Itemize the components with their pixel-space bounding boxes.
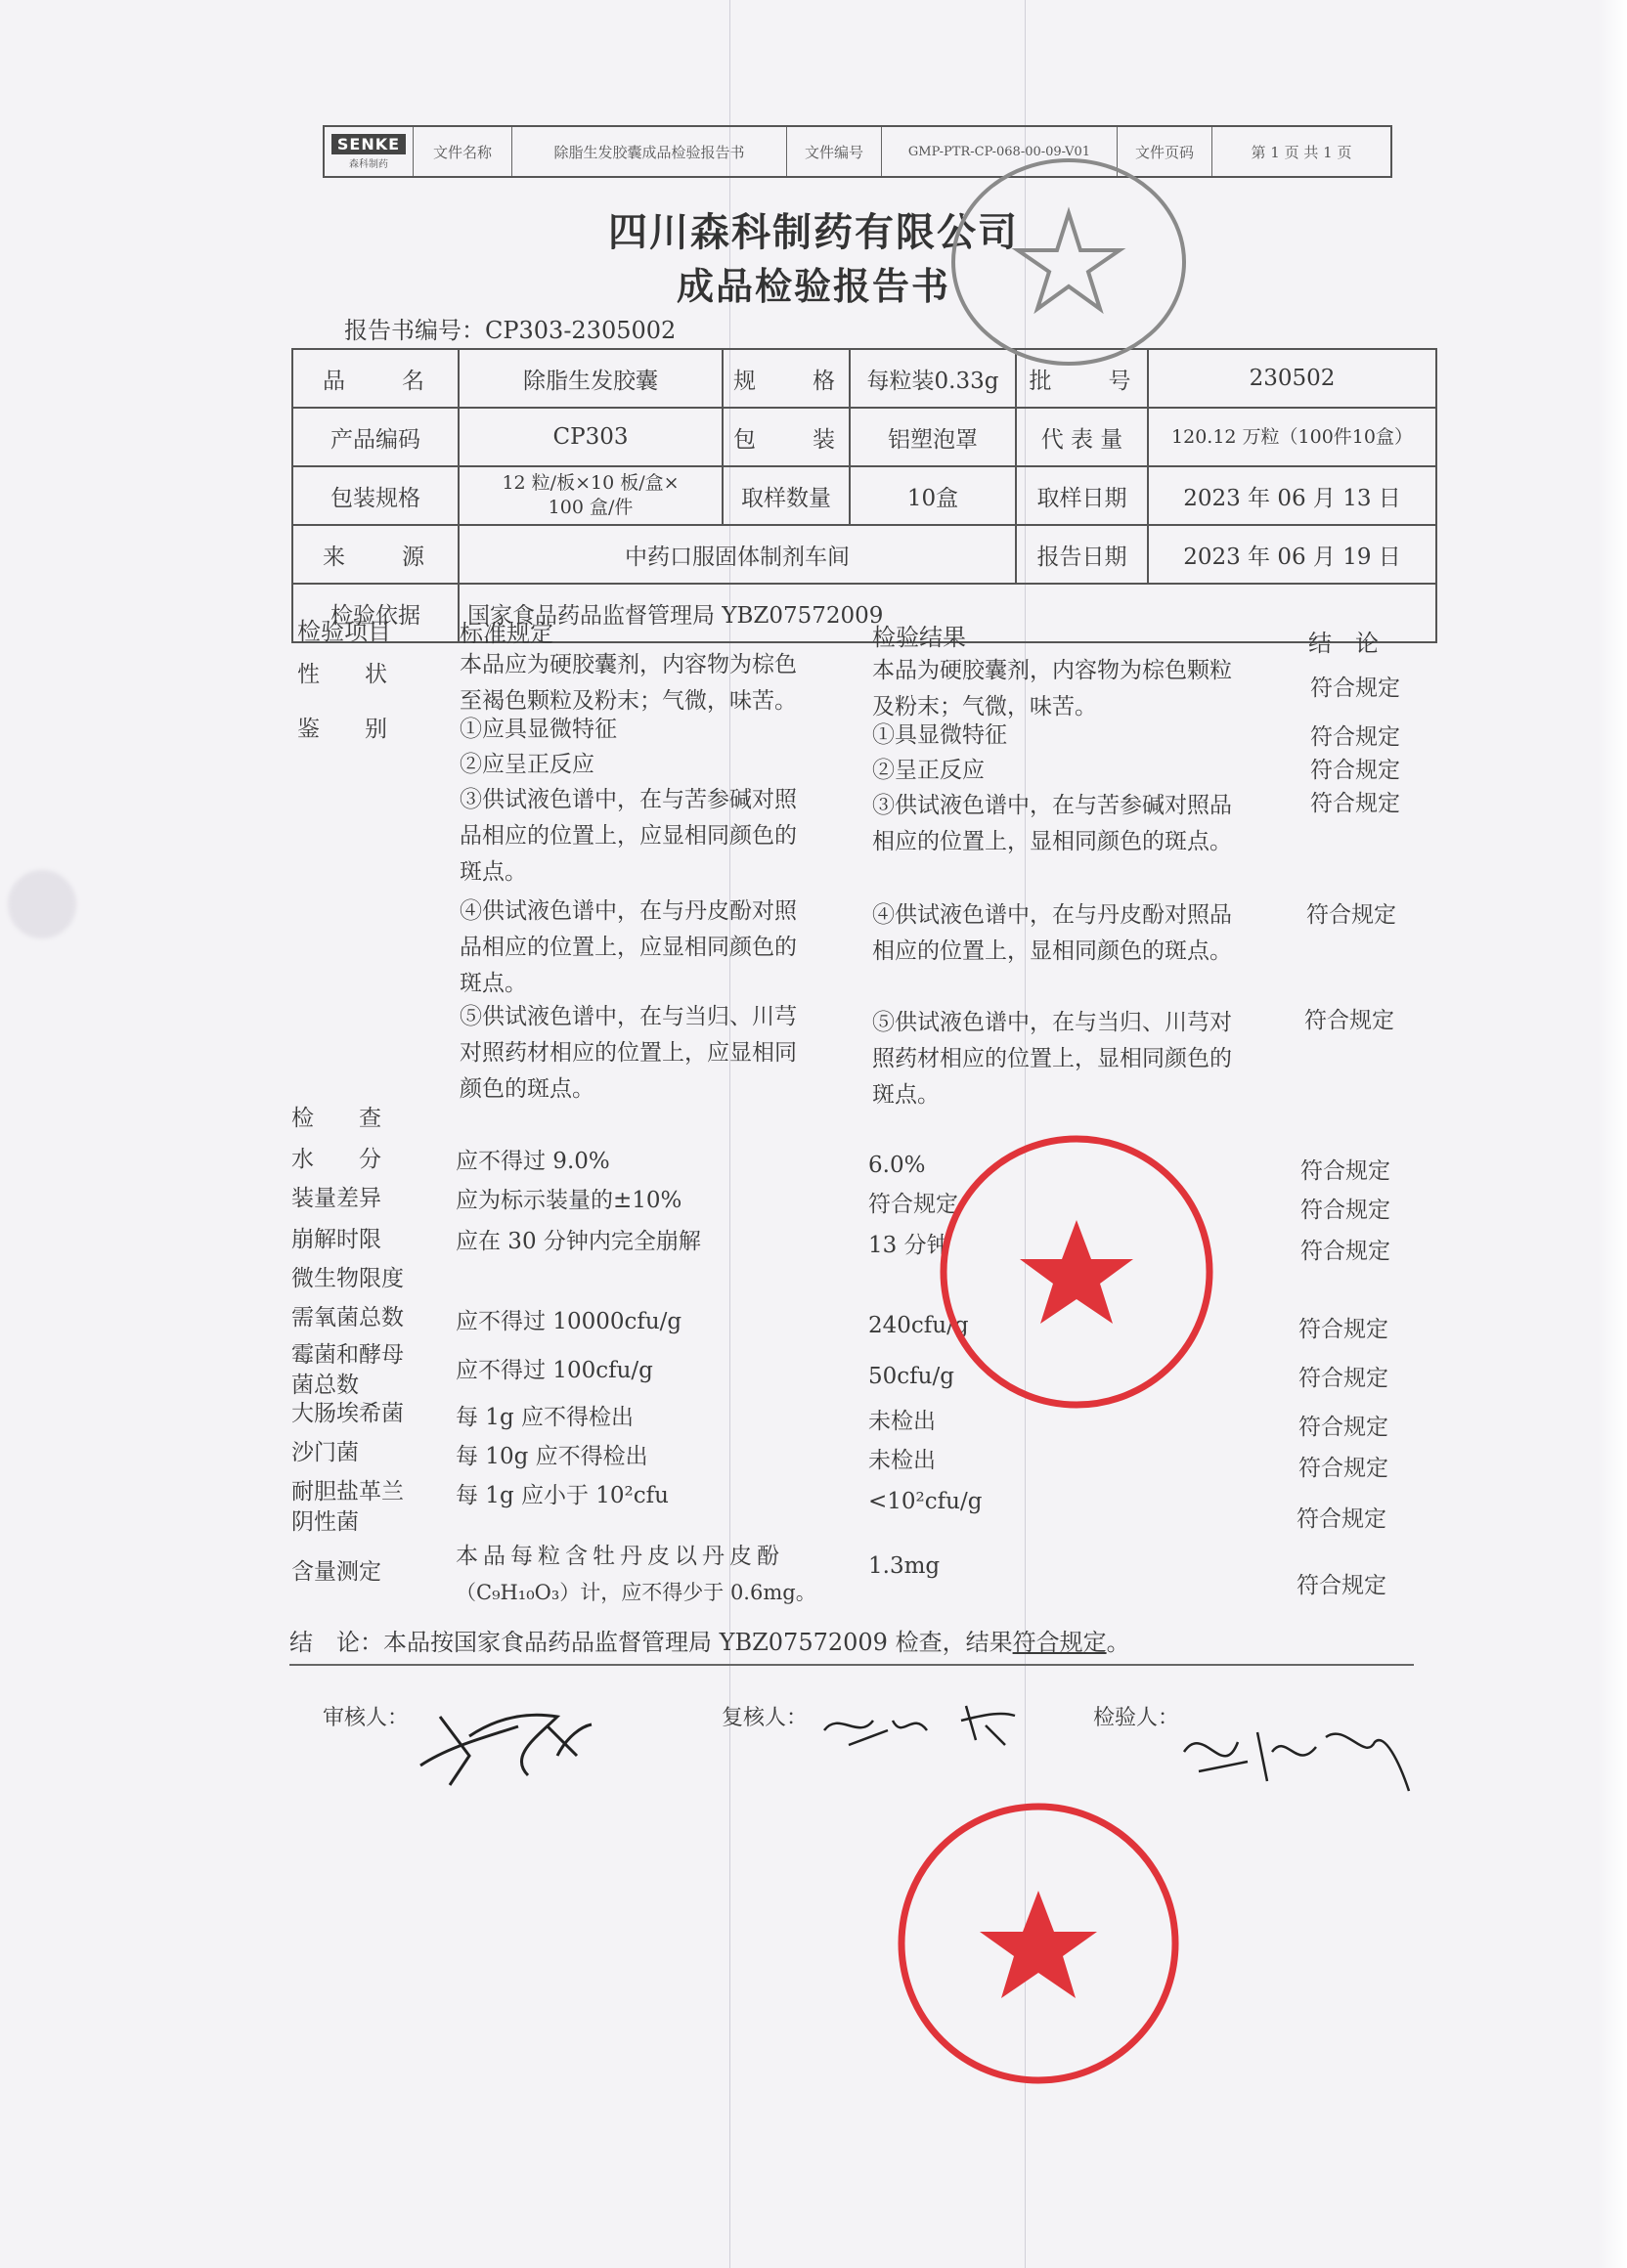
item-ecoli: 大肠埃希菌: [291, 1401, 404, 1426]
table-row: [292, 525, 1436, 584]
conclusion-ident-3: 符合规定: [1310, 791, 1400, 816]
result-ident-3: [872, 788, 1232, 860]
item-bile: [291, 1474, 404, 1541]
quality-dept-seal: [892, 1797, 1185, 2090]
result-ident-2: ②呈正反应: [872, 758, 985, 783]
item-salmonella: 沙门菌: [291, 1440, 359, 1465]
package-label: 包 装: [723, 408, 850, 466]
product-name-label: 品 名: [292, 349, 459, 408]
conclusion-ident-1: 符合规定: [1310, 724, 1400, 750]
pack-spec-line: 100 盒/件: [548, 497, 634, 518]
pack-spec-value: [459, 466, 723, 525]
result-mold: 50cfu/g: [868, 1364, 954, 1389]
sample-date-value: 2023 年 06 月 13 日: [1148, 466, 1436, 525]
conclusion-mold: 符合规定: [1298, 1366, 1388, 1391]
item-properties: 性 状: [297, 662, 387, 687]
text-line: （C₉H₁₀O₃）计，应不得少于 0.6mg。: [456, 1581, 816, 1604]
conclusion-ident-4: 符合规定: [1306, 902, 1396, 928]
item-identification: 鉴 别: [297, 717, 387, 742]
text-line: 至褐色颗粒及粉末；气微，味苦。: [460, 688, 797, 714]
text-line: 斑点。: [460, 859, 527, 885]
text-line: 斑点。: [460, 971, 527, 996]
conclusion-weight: 符合规定: [1300, 1198, 1390, 1223]
page-label: 文件页码: [1118, 127, 1212, 176]
report-date-value: 2023 年 06 月 19 日: [1148, 525, 1436, 584]
spec-label: 规 格: [723, 349, 850, 408]
text-line: 相应的位置上，显相同颜色的斑点。: [872, 938, 1232, 964]
doc-no-label: 文件编号: [787, 127, 882, 176]
text-line: 阴性菌: [291, 1509, 359, 1535]
report-number: [344, 311, 676, 345]
text-line: 及粉末；气微，味苦。: [872, 694, 1097, 720]
column-result: 检验结果: [872, 624, 966, 651]
logo-sub: 森科制药: [349, 158, 388, 170]
conclusion-aerobic: 符合规定: [1298, 1317, 1388, 1342]
text-line: ⑤供试液色谱中，在与当归、川芎对: [872, 1010, 1232, 1035]
item-microbial: 微生物限度: [291, 1266, 404, 1291]
quantity-label: 代 表 量: [1016, 408, 1148, 466]
item-disintegration: 崩解时限: [291, 1227, 381, 1252]
report-number-value: CP303-2305002: [485, 317, 677, 344]
table-row: [292, 408, 1436, 466]
document-header: [323, 125, 1392, 178]
check-heading: 检 查: [291, 1106, 381, 1131]
text-line: ③供试液色谱中，在与苦参碱对照: [460, 787, 797, 812]
conclusion-text: 本品按国家食品药品监督管理局 YBZ07572009 检查，结果: [383, 1629, 1013, 1656]
result-ident-1: ①具显微特征: [872, 722, 1007, 748]
text-line: ④供试液色谱中，在与丹皮酚对照品: [872, 902, 1232, 928]
item-mold: [291, 1337, 404, 1404]
conclusion-assay: 符合规定: [1297, 1573, 1386, 1598]
std-assay: [456, 1539, 816, 1611]
result-bile: <10²cfu/g: [868, 1489, 983, 1514]
final-conclusion: [289, 1623, 1130, 1657]
report-number-label: 报告书编号：: [344, 317, 485, 344]
column-item: 检验项目: [297, 618, 391, 645]
text-line: 相应的位置上，显相同颜色的斑点。: [872, 829, 1232, 854]
page-edge: [1598, 0, 1627, 2268]
std-mold: 应不得过 100cfu/g: [456, 1358, 653, 1383]
table-row: [292, 466, 1436, 525]
item-water: 水 分: [291, 1147, 381, 1172]
column-conclusion: 结 论: [1308, 630, 1379, 657]
conclusion-properties: 符合规定: [1310, 676, 1400, 701]
text-line: 菌总数: [291, 1373, 359, 1398]
rechecker-label: 复核人：: [722, 1706, 809, 1730]
result-ident-4: [872, 897, 1232, 970]
column-standard: 标准规定: [460, 620, 553, 647]
text-line: 本品每粒含牡丹皮以丹皮酚: [456, 1544, 784, 1569]
conclusion-salmonella: 符合规定: [1298, 1456, 1388, 1481]
conclusion-ecoli: 符合规定: [1298, 1415, 1388, 1440]
quantity-value: 120.12 万粒（100件10盒）: [1148, 408, 1436, 466]
conclusion-ident-5: 符合规定: [1304, 1008, 1394, 1033]
inspector-label: 检验人：: [1093, 1706, 1180, 1730]
company-logo: [325, 127, 414, 176]
text-line: 霉菌和酵母: [291, 1342, 404, 1368]
text-line: 本品为硬胶囊剂，内容物为棕色颗粒: [872, 658, 1232, 683]
result-assay: 1.3mg: [868, 1553, 941, 1579]
result-ecoli: 未检出: [868, 1409, 936, 1434]
result-water: 6.0%: [868, 1153, 926, 1178]
sample-qty-label: 取样数量: [723, 466, 850, 525]
inspection-seal: [946, 154, 1191, 370]
spec-value: 每粒装0.33g: [850, 349, 1016, 408]
sample-qty-value: 10盒: [850, 466, 1016, 525]
text-line: ③供试液色谱中，在与苦参碱对照品: [872, 793, 1232, 818]
page-title: 成品检验报告书: [676, 264, 950, 308]
result-disintegration: 13 分钟: [868, 1233, 949, 1258]
conclusion-disintegration: 符合规定: [1300, 1239, 1390, 1264]
std-disintegration: 应在 30 分钟内完全崩解: [456, 1229, 701, 1254]
text-line: 本品应为硬胶囊剂，内容物为棕色: [460, 652, 797, 677]
rechecker-signature: [819, 1701, 1025, 1760]
punch-hole: [8, 870, 76, 938]
conclusion-label: 结 论：: [289, 1629, 383, 1656]
text-line: 品相应的位置上，应显相同颜色的: [460, 823, 797, 849]
item-aerobic: 需氧菌总数: [291, 1305, 404, 1330]
text-line: 斑点。: [872, 1082, 940, 1108]
sample-date-label: 取样日期: [1016, 466, 1148, 525]
conclusion-ident-2: 符合规定: [1310, 758, 1400, 783]
conclusion-water: 符合规定: [1300, 1158, 1390, 1184]
product-name: 除脂生发胶囊: [459, 349, 723, 408]
item-weight: 装量差异: [291, 1186, 381, 1211]
std-bile: 每 1g 应小于 10²cfu: [456, 1483, 669, 1508]
package-value: 铝塑泡罩: [850, 408, 1016, 466]
std-properties: [460, 647, 797, 720]
basis-value: 国家食品药品监督管理局 YBZ07572009: [459, 584, 1436, 642]
std-ident-5: [460, 999, 797, 1108]
conclusion-result: 符合规定: [1012, 1629, 1107, 1656]
text-line: ⑤供试液色谱中，在与当归、川芎: [460, 1004, 797, 1029]
std-salmonella: 每 10g 应不得检出: [456, 1444, 648, 1469]
text-line: 照药材相应的位置上，显相同颜色的: [872, 1046, 1232, 1071]
inspector-signature: [1179, 1713, 1414, 1801]
doc-name: 除脂生发胶囊成品检验报告书: [512, 127, 787, 176]
conclusion-end: 。: [1106, 1629, 1130, 1656]
distributor-seal: [935, 1130, 1218, 1414]
source-value: 中药口服固体制剂车间: [459, 525, 1016, 584]
basis-label: 检验依据: [292, 584, 459, 642]
doc-no: GMP-PTR-CP-068-00-09-V01: [882, 127, 1118, 176]
pack-spec-line: 12 粒/板×10 板/盒×: [502, 472, 680, 495]
doc-name-label: 文件名称: [414, 127, 512, 176]
company-name: 四川森科制药有限公司: [608, 209, 1019, 255]
code-label: 产品编码: [292, 408, 459, 466]
text-line: 颜色的斑点。: [460, 1076, 594, 1102]
conclusion-bile: 符合规定: [1297, 1506, 1386, 1532]
std-ident-4: [460, 894, 797, 1002]
std-ident-3: [460, 782, 797, 891]
text-line: 品相应的位置上，应显相同颜色的: [460, 935, 797, 960]
std-water: 应不得过 9.0%: [456, 1149, 610, 1174]
product-info-table: [291, 348, 1437, 643]
code-value: CP303: [459, 408, 723, 466]
std-ident-1: ①应具显微特征: [460, 717, 617, 742]
result-ident-5: [872, 1005, 1232, 1113]
reviewer-label: 审核人：: [323, 1706, 410, 1730]
text-line: ④供试液色谱中，在与丹皮酚对照: [460, 898, 797, 924]
item-assay: 含量测定: [291, 1559, 381, 1585]
result-properties: [872, 653, 1232, 725]
page-number: 第 1 页 共 1 页: [1251, 143, 1352, 161]
divider: [289, 1664, 1414, 1666]
pack-spec-label: 包装规格: [292, 466, 459, 525]
std-ecoli: 每 1g 应不得检出: [456, 1405, 634, 1430]
text-line: 耐胆盐革兰: [291, 1479, 404, 1505]
std-weight: 应为标示装量的±10%: [456, 1188, 682, 1213]
std-aerobic: 应不得过 10000cfu/g: [456, 1309, 682, 1334]
result-weight: 符合规定: [868, 1192, 958, 1217]
reviewer-signature: [411, 1697, 596, 1795]
result-aerobic: 240cfu/g: [868, 1313, 969, 1338]
table-row: [292, 349, 1436, 408]
std-ident-2: ②应呈正反应: [460, 752, 594, 777]
batch-value: 230502: [1148, 349, 1436, 408]
report-date-label: 报告日期: [1016, 525, 1148, 584]
source-label: 来 源: [292, 525, 459, 584]
fold-line: [729, 0, 730, 2268]
batch-label: 批 号: [1016, 349, 1148, 408]
result-salmonella: 未检出: [868, 1448, 936, 1473]
logo-mark: SENKE: [331, 134, 406, 154]
text-line: 对照药材相应的位置上，应显相同: [460, 1040, 797, 1066]
